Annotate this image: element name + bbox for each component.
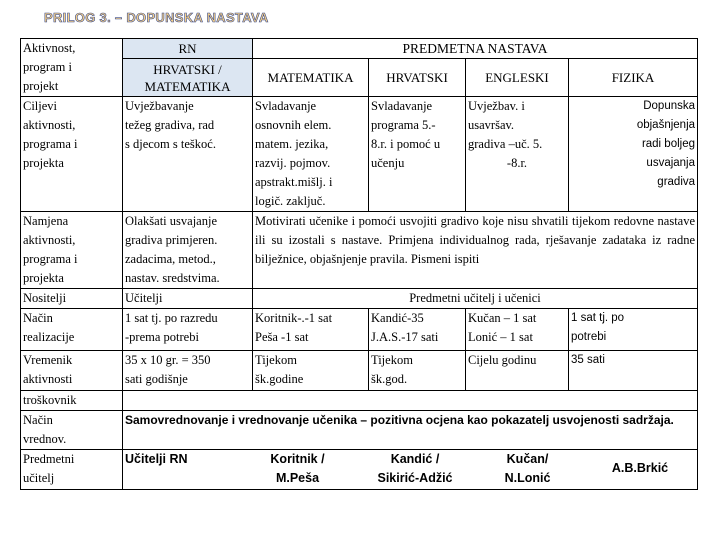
signer-fizika: A.B.Brkić [611, 461, 669, 475]
header-fizika: FIZIKA [569, 59, 698, 97]
signer-hrvatski: Kandić / Sikirić-Adžić [377, 452, 453, 485]
nacin-realizacije-hrvatski: Kandić-35 J.A.S.-17 sati [369, 309, 466, 351]
header-row-label: Aktivnost, program i projekt [21, 39, 123, 97]
ciljevi-rn: Uvježbavanje težeg gradiva, rad s djecom s teškoć. [123, 97, 253, 212]
troskovnik-value [123, 391, 698, 411]
nositelji-label: Nositelji [21, 289, 123, 309]
ciljevi-matematika: Svladavanje osnovnih elem. matem. jezika, razvij. pojmov. apstrakt.mišlj. i logič. zaključ. [253, 97, 369, 212]
vremenik-matematika: Tijekom šk.godine [253, 351, 369, 391]
vremenik-fizika: 35 sati [569, 351, 698, 391]
ciljevi-fizika: Dopunska objašnjenja radi boljeg usvajanja gradiva [569, 97, 698, 212]
nacin-realizacije-label: Način realizacije [21, 309, 123, 351]
signers-cell [123, 450, 698, 490]
ciljevi-label: Ciljevi aktivnosti, programa i projekta [21, 97, 123, 212]
vremenik-rn: 35 x 10 gr. = 350 sati godišnje [123, 351, 253, 391]
header-rn: RN [123, 39, 253, 59]
nacin-realizacije-fizika: 1 sat tj. po potrebi [569, 309, 698, 351]
vrednovanje-text: Samovrednovanje i vrednovanje učenika – pozitivna ocjena kao pokazatelj usvojenosti sadržaja. [123, 411, 698, 450]
header-engleski: ENGLESKI [466, 59, 569, 97]
vremenik-engleski: Cijelu godinu [466, 351, 569, 391]
header-hrvatski: HRVATSKI [369, 59, 466, 97]
nositelji-rn: Učitelji [123, 289, 253, 309]
header-matematika: MATEMATIKA [253, 59, 369, 97]
vremenik-hrvatski: Tijekom šk.god. [369, 351, 466, 391]
nositelji-predmetna: Predmetni učitelj i učenici [253, 289, 698, 309]
page-title: PRILOG 3. – DOPUNSKA NASTAVA [44, 10, 269, 25]
nacin-realizacije-rn: 1 sat tj. po razredu -prema potrebi [123, 309, 253, 351]
namjena-label: Namjena aktivnosti, programa i projekta [21, 212, 123, 289]
troskovnik-label: troškovnik [21, 391, 123, 411]
ciljevi-hrvatski: Svladavanje programa 5.- 8.r. i pomoć u učenju [369, 97, 466, 212]
nacin-realizacije-matematika: Koritnik-.-1 sat Peša -1 sat [253, 309, 369, 351]
namjena-rn: Olakšati usvajanje gradiva primjeren. zadacima, metod., nastav. sredstvima. [123, 212, 253, 289]
ciljevi-engleski: Uvježbav. i usavršav. gradiva –uč. 5. -8.r. [466, 97, 569, 212]
signer-matematika: Koritnik / M.Peša [270, 452, 325, 485]
header-predmetna-nastava: PREDMETNA NASTAVA [253, 39, 698, 59]
namjena-predmetna: Motivirati učenike i pomoći usvojiti gradivo koje nisu shvatili tijekom redovne nastave ili su izostali s nastave. Primjena individualnog rada, rješavanje zadataka iz radne bilježnice, objašnjenje pravila. Pismeni ispiti [253, 212, 698, 289]
dopunska-nastava-table [20, 38, 698, 490]
signer-engleski: Kučan/ N.Lonić [504, 452, 551, 485]
header-hrvatski-matematika: HRVATSKI / MATEMATIKA [123, 59, 253, 97]
vremenik-label: Vremenik aktivnosti [21, 351, 123, 391]
signer-rn: Učitelji RN [125, 452, 188, 466]
predmetni-ucitelj-label: Predmetni učitelj [21, 450, 123, 490]
nacin-realizacije-engleski: Kučan – 1 sat Lonić – 1 sat [466, 309, 569, 351]
vrednovanje-label: Način vrednov. [21, 411, 123, 450]
